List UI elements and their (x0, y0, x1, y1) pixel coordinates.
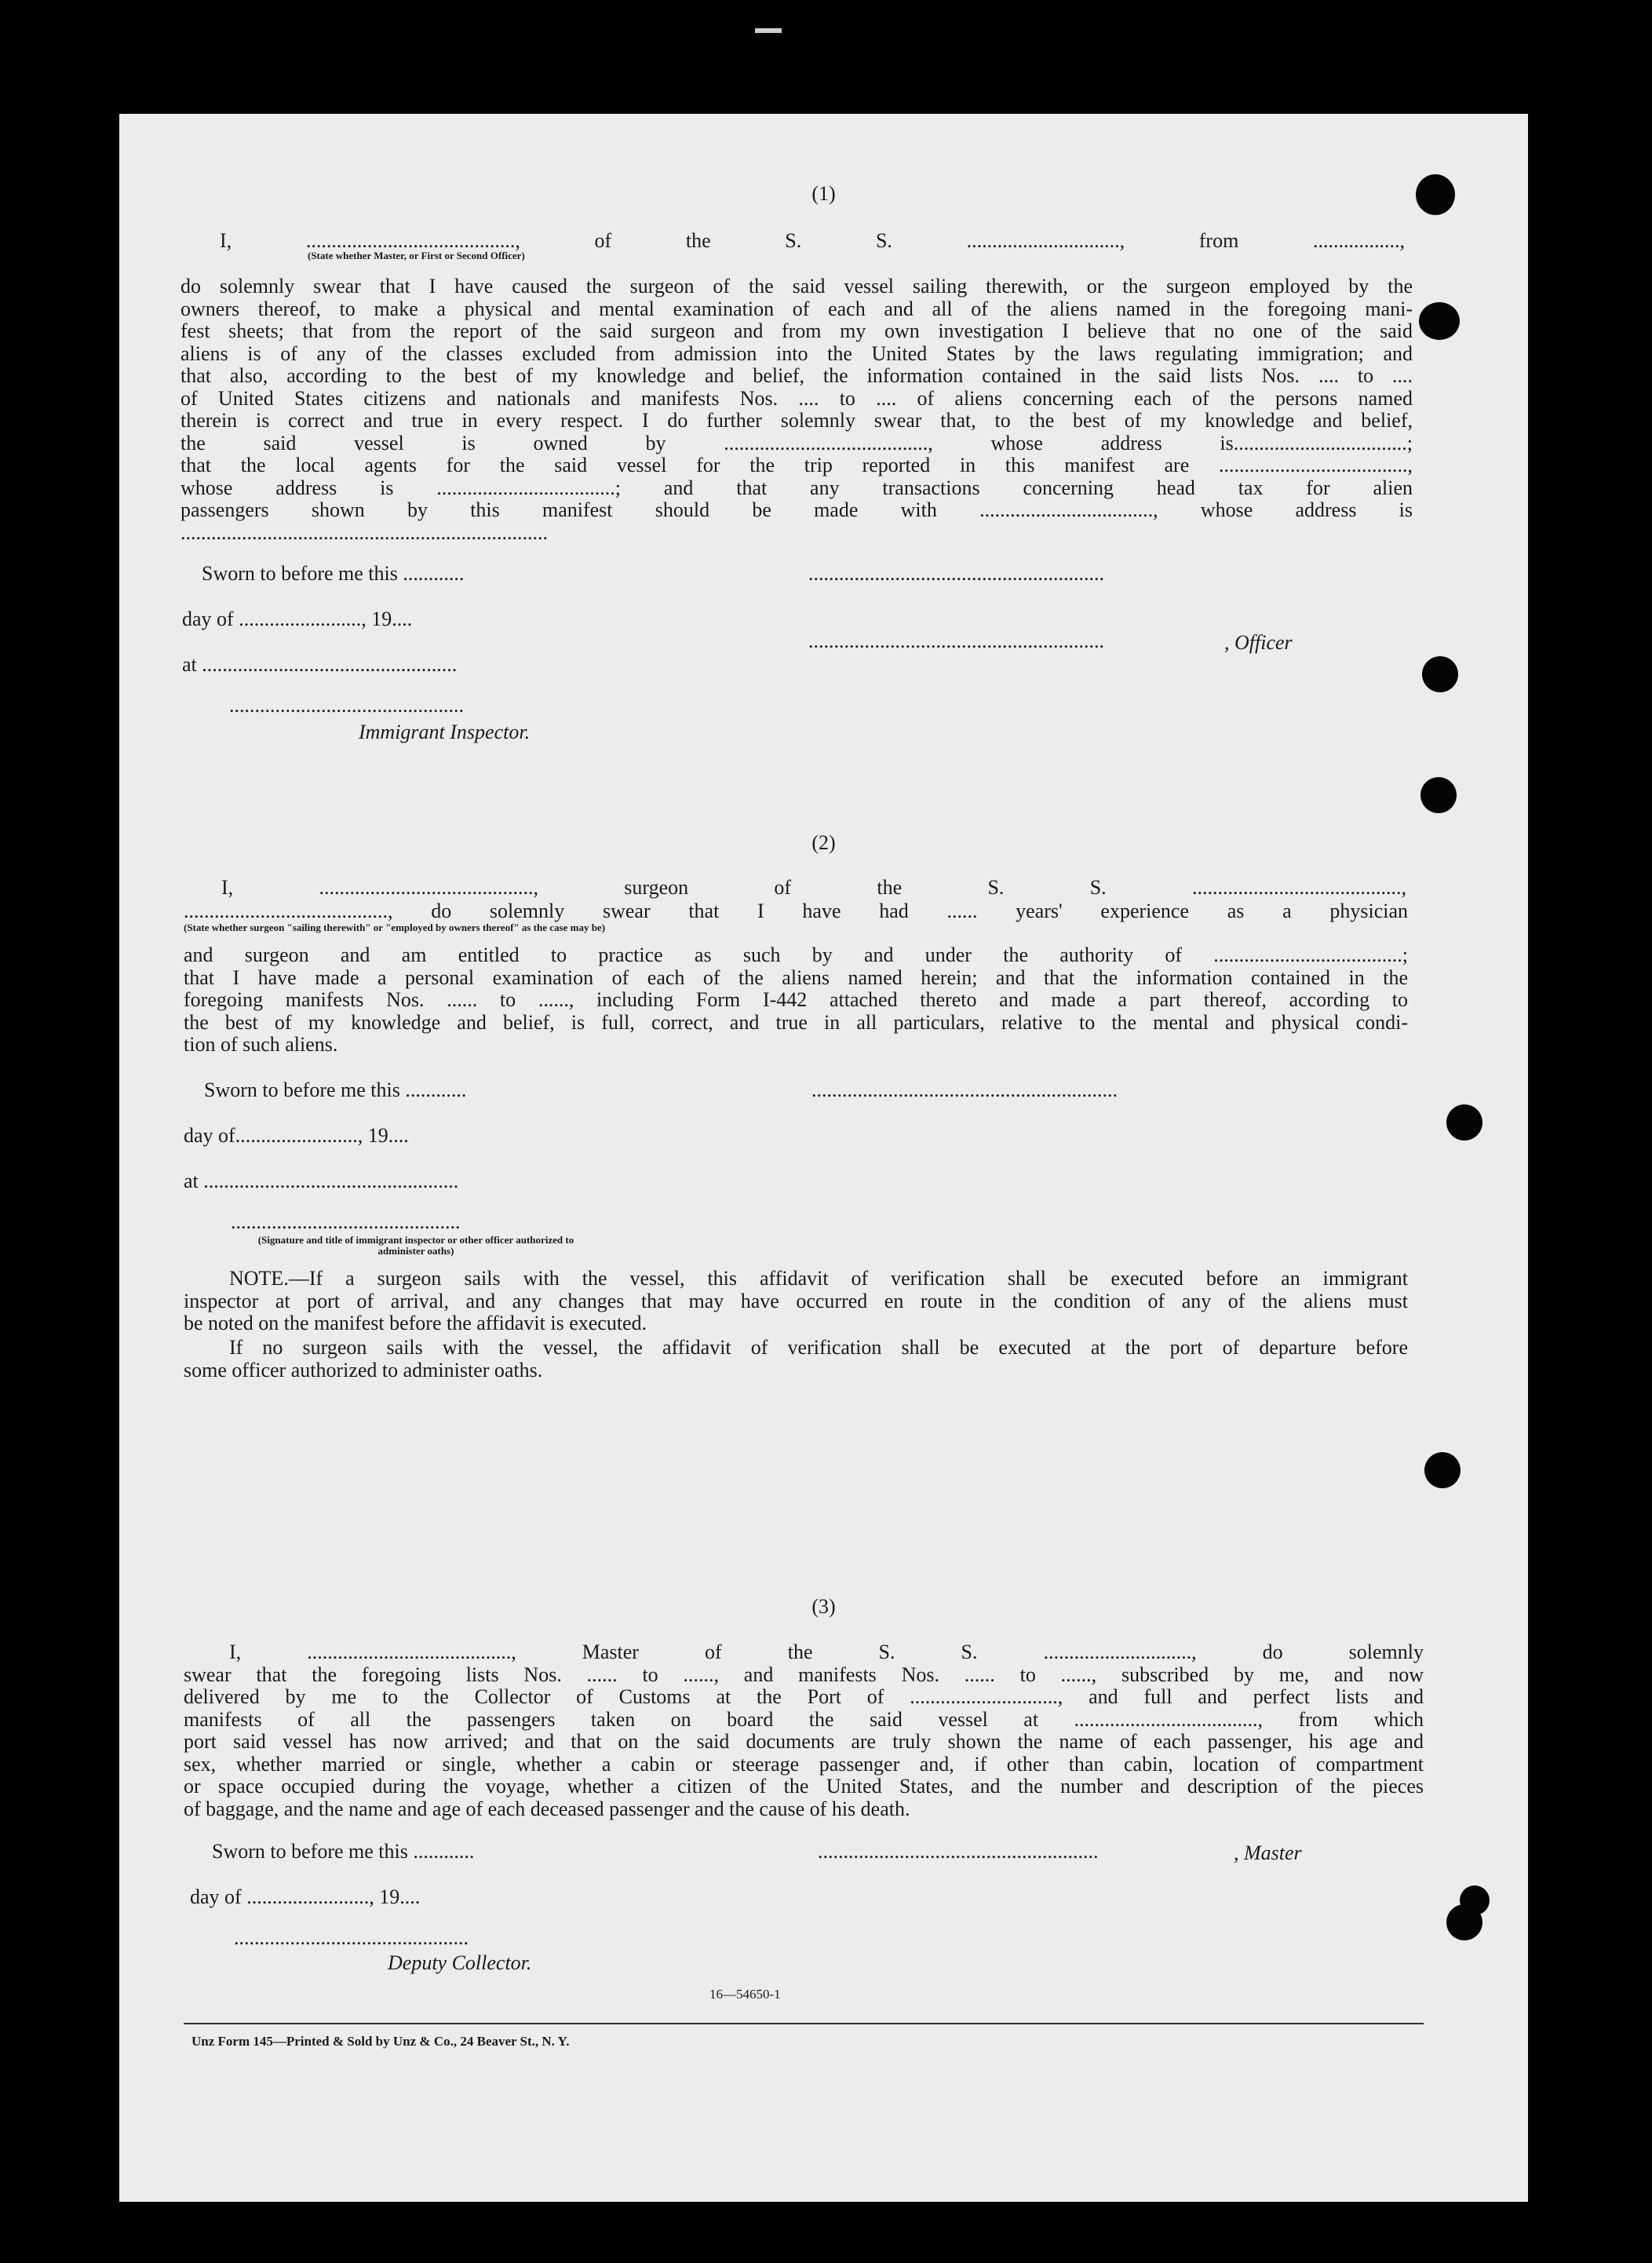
section3-line: or space occupied during the voyage, whether a citizen of the United States, and the number and description of the pieces (184, 1775, 1424, 1798)
section3-heading: (3) (811, 1595, 836, 1618)
section1-officer-dots: .......................................................... (808, 630, 1104, 652)
section3-line: of baggage, and the name and age of each deceased passenger and the cause of his death. (184, 1797, 910, 1820)
section1-officer-label: , Officer (1224, 631, 1293, 654)
punch-hole (1424, 1452, 1461, 1488)
section2-note (184, 1268, 1408, 1335)
section2-line: that I have made a personal examination of each of the aliens named herein; and that the information contained in the (184, 965, 1408, 989)
section2-line: tion of such aliens. (184, 1033, 338, 1056)
section2-sig-note: (Signature and title of immigrant inspector or other officer authorized to administer oaths) (257, 1234, 574, 1257)
section2-note-line: inspector at port of arrival, and any changes that may have occurred en route in the condition of any of the aliens must (184, 1289, 1408, 1312)
section1-line1-note: (State whether Master, or First or Second Officer) (308, 250, 525, 261)
section3-form-no: 16—54650-1 (709, 1987, 781, 2002)
section3-line: delivered by me to the Collector of Customs at the Port of ............................., and full and perfect lists and (184, 1685, 1424, 1708)
section1-line: owners thereof, to make a physical and mental examination of each and all of the aliens named in the foregoing mani- (181, 297, 1413, 320)
section1-inspector: Immigrant Inspector. (359, 721, 531, 743)
punch-hole (1460, 1885, 1490, 1915)
section1-at: at .................................................. (182, 653, 458, 676)
section2-line: the best of my knowledge and belief, is full, correct, and true in all particulars, relative to the mental and physical condi- (184, 1010, 1408, 1034)
section3-sig-dots: .............................................. (234, 1926, 469, 1949)
section1-heading: (1) (811, 182, 836, 205)
section2-day: day of........................, 19.... (184, 1124, 409, 1147)
section1-trailing-dots: ........................................................................ (181, 521, 548, 544)
section2-right-dots: ............................................................ (811, 1079, 1118, 1101)
section1-line: fest sheets; that from the report of the said surgeon and from my own investigation I believe that no one of the said (181, 319, 1413, 342)
section2-note2-line: some officer authorized to administer oaths. (184, 1358, 543, 1382)
section1-day: day of ........................, 19.... (182, 608, 413, 630)
footer-printer: Unz Form 145—Printed & Sold by Unz & Co., 24 Beaver St., N. Y. (191, 2034, 570, 2049)
scan-mark (755, 28, 782, 33)
section3-line: swear that the foregoing lists Nos. ...... to ......, and manifests Nos. ...... to ......, subscribed by me, and now (184, 1663, 1424, 1686)
section1-line1: I, ........................................., of the S. S. .............................., from ................., (220, 229, 1405, 252)
section3-master-label: , Master (1234, 1841, 1302, 1864)
punch-hole (1422, 656, 1458, 692)
section2-note-line: be noted on the manifest before the affidavit is executed. (184, 1312, 647, 1334)
footer-rule (184, 2023, 1424, 2024)
section2-at: at .................................................. (184, 1170, 459, 1192)
section3-line: sex, whether married or single, whether a cabin or steerage passenger and, if other than cabin, location of compartment (184, 1752, 1424, 1776)
section3-master-dots: ....................................................... (818, 1840, 1099, 1863)
section2-heading: (2) (811, 831, 836, 854)
section3-paragraph (184, 1641, 1424, 1820)
section3-day: day of ........................, 19.... (190, 1885, 421, 1908)
section1-sig-dots: .............................................. (229, 694, 464, 717)
section2-sworn: Sworn to before me this ............ (204, 1079, 467, 1101)
punch-hole (1419, 302, 1460, 340)
section2-note2-line: If no surgeon sails with the vessel, the affidavit of verification shall be executed at the port of departure before (229, 1336, 1408, 1359)
section1-line: that the local agents for the said vessel for the trip reported in this manifest are ....................................., (181, 454, 1413, 476)
section2-line2: ........................................, do solemnly swear that I have had ...... years' experience as a physician (184, 900, 1408, 922)
section1-line: passengers shown by this manifest should be made with .................................., whose address is (181, 498, 1413, 521)
section3-sworn: Sworn to before me this ............ (212, 1840, 475, 1863)
section1-line: of United States citizens and nationals and manifests Nos. .... to .... of aliens concerning each of the persons named (181, 386, 1413, 410)
section1-line: therein is correct and true in every respect. I do further solemnly swear that, to the best of my knowledge and belief, (181, 409, 1413, 432)
section1-line: the said vessel is owned by ........................................, whose address is..................................; (181, 431, 1413, 454)
section3-line: I, ........................................, Master of the S. S. ............................., do solemnly (229, 1641, 1424, 1663)
section1-line: whose address is ...................................; and that any transactions concerning head tax for alien (181, 476, 1413, 499)
section1-sworn: Sworn to before me this ............ (202, 562, 465, 585)
manifest-page (119, 114, 1528, 2202)
section1-right-dots: .......................................................... (808, 562, 1104, 585)
section2-note-line: NOTE.—If a surgeon sails with the vessel, this affidavit of verification shall be executed before an immigrant (229, 1267, 1408, 1290)
section2-line1: I, .........................................., surgeon of the S. S. ........................................., (221, 876, 1406, 899)
section2-line2-note: (State whether surgeon "sailing therewith" or "employed by owners thereof" as the case may be) (184, 922, 606, 933)
section3-line: port said vessel has now arrived; and that on the said documents are truly shown the name of each passenger, his age and (184, 1730, 1424, 1753)
section2-line: foregoing manifests Nos. ...... to ......, including Form I-442 attached thereto and made a part thereof, according to (184, 988, 1408, 1011)
punch-hole (1420, 777, 1457, 813)
section2-paragraph (184, 944, 1408, 1057)
section2-sig-dots: ............................................. (231, 1210, 461, 1233)
section3-line: manifests of all the passengers taken on board the said vessel at ...................................., from which (184, 1707, 1424, 1731)
section2-note2 (184, 1337, 1408, 1382)
section1-line: do solemnly swear that I have caused the surgeon of the said vessel sailing therewith, or the surgeon employed by the (181, 275, 1413, 297)
section1-line: aliens is of any of the classes excluded from admission into the United States by the laws regulating immigration; and (181, 341, 1413, 365)
section2-line: and surgeon and am entitled to practice as such by and under the authority of .....................................; (184, 944, 1408, 966)
section1-paragraph (181, 276, 1413, 522)
punch-hole (1416, 174, 1455, 215)
punch-hole (1446, 1104, 1482, 1141)
section1-line: that also, according to the best of my knowledge and belief, the information contained in the said lists Nos. .... to .... (181, 364, 1413, 387)
section3-deputy: Deputy Collector. (388, 1951, 532, 1974)
